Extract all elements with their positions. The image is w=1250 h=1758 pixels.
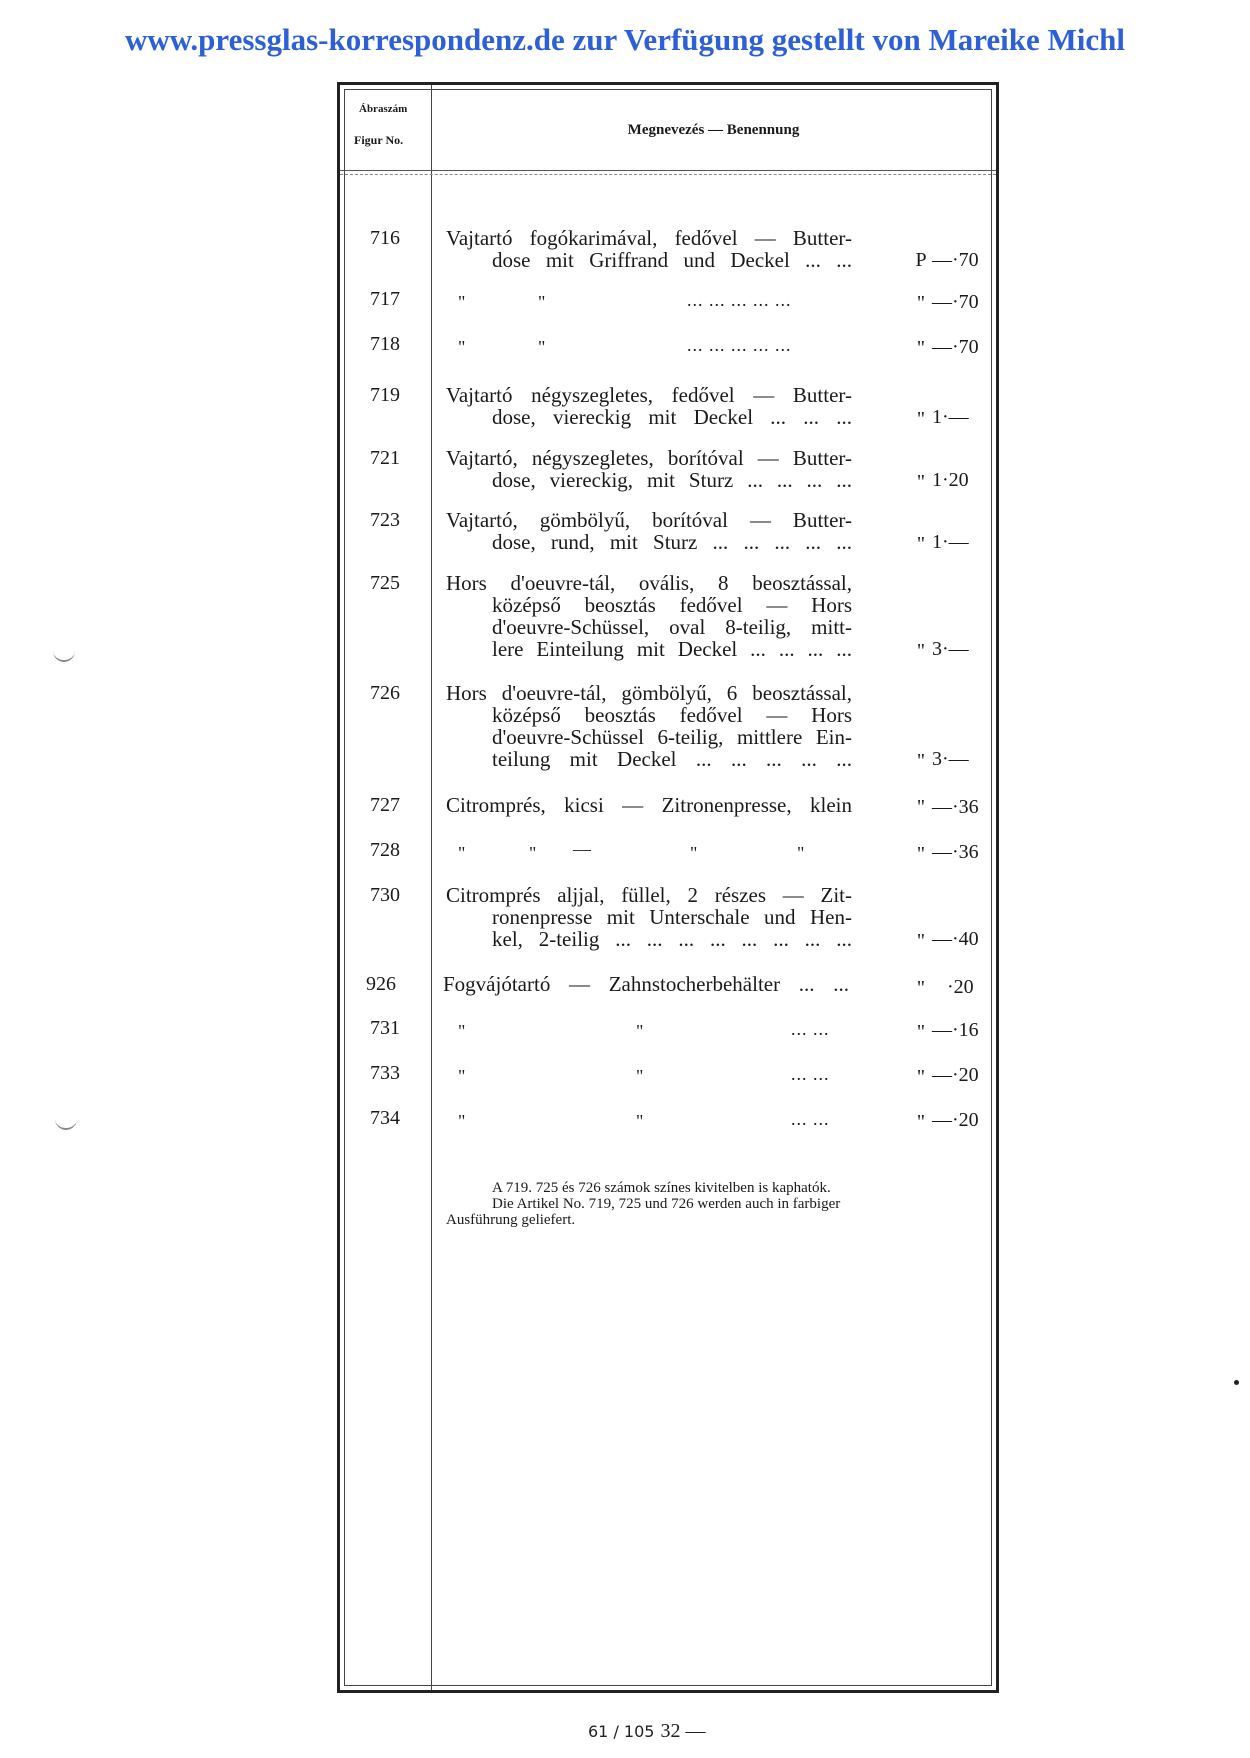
- figure-number: 725: [370, 572, 400, 594]
- price-unit: P: [915, 249, 927, 271]
- item-description: [446, 447, 852, 491]
- item-price: —·40: [932, 928, 979, 950]
- item-price: —·20: [932, 1064, 979, 1086]
- ditto-mark: ": [458, 337, 466, 357]
- scan-artifact: [53, 650, 75, 662]
- price-unit: ": [916, 1066, 926, 1088]
- item-description: [446, 384, 852, 428]
- item-description: [446, 572, 852, 660]
- header-name: Megnevezés — Benennung: [627, 122, 800, 138]
- ditto-mark: ": [636, 1111, 644, 1131]
- figure-number: 721: [370, 447, 400, 469]
- footnote-line: A 719. 725 és 726 számok színes kivitelben is kaphatók.: [492, 1180, 831, 1196]
- header-figure-de: Figur No.: [354, 133, 404, 147]
- item-price: 3·—: [932, 638, 969, 660]
- ditto-mark: ": [538, 337, 546, 357]
- description-line: Vajtartó, négyszegletes, borítóval — Butter-: [446, 446, 852, 470]
- item-description: [446, 227, 852, 271]
- leader-dots: ... ... ... ... ...: [687, 290, 792, 310]
- figure-number: 727: [370, 794, 400, 816]
- description-line: Fogvájótartó — Zahnstocherbehälter ... ...: [443, 972, 849, 996]
- leader-dots: ... ...: [791, 1109, 830, 1129]
- leader-dots: ... ...: [791, 1064, 830, 1084]
- scan-artifact: [55, 1118, 77, 1130]
- figure-number: 717: [370, 288, 400, 310]
- description-line: Hors d'oeuvre-tál, ovális, 8 beosztással,: [446, 571, 852, 595]
- ditto-mark: ": [636, 1066, 644, 1086]
- item-description: [446, 794, 852, 816]
- ditto-mark: ": [458, 1111, 466, 1131]
- description-line: Hors d'oeuvre-tál, gömbölyű, 6 beosztással,: [446, 681, 852, 705]
- description-line: kel, 2-teilig ... ... ... ... ... ... ... ...: [492, 927, 852, 951]
- price-unit: ": [916, 1021, 926, 1043]
- price-unit: ": [916, 796, 926, 818]
- item-price: 3·—: [932, 748, 969, 770]
- description-line: dose, viereckig mit Deckel ... ... ...: [492, 405, 852, 429]
- scan-artifact: [1234, 1380, 1239, 1385]
- figure-number: 734: [370, 1107, 400, 1129]
- item-description: [443, 973, 849, 995]
- item-price: —·70: [932, 249, 979, 271]
- leader-dots: ... ...: [791, 1019, 830, 1039]
- item-price: —·36: [932, 796, 979, 818]
- description-line: középső beosztás fedővel — Hors: [492, 703, 852, 727]
- price-unit: ": [916, 292, 926, 314]
- figure-number: 726: [370, 682, 400, 704]
- header-rule-dashed: [340, 174, 996, 175]
- price-unit: ": [916, 337, 926, 359]
- description-line: Citromprés aljjal, füllel, 2 részes — Zit-: [446, 883, 852, 907]
- item-price: —·36: [932, 841, 979, 863]
- ditto-mark: ": [458, 1021, 466, 1041]
- item-description: [446, 682, 852, 770]
- figure-number: 716: [370, 227, 400, 249]
- column-divider: [431, 85, 432, 1690]
- description-line: d'oeuvre-Schüssel, oval 8-teilig, mitt-: [492, 615, 852, 639]
- ditto-mark: ": [538, 292, 546, 312]
- item-price: —·70: [932, 291, 979, 313]
- price-unit: ": [916, 640, 926, 662]
- figure-number: 730: [370, 884, 400, 906]
- item-price: ·20: [947, 976, 974, 998]
- item-price: 1·20: [932, 469, 969, 491]
- description-line: lere Einteilung mit Deckel ... ... ... ...: [492, 637, 852, 661]
- ditto-mark: ": [797, 843, 805, 863]
- price-unit: ": [916, 843, 926, 865]
- description-line: ronenpresse mit Unterschale und Hen-: [492, 905, 852, 929]
- figure-number: 728: [370, 839, 400, 861]
- price-unit: ": [916, 930, 926, 952]
- item-description: [446, 509, 852, 553]
- ditto-mark: ": [458, 1066, 466, 1086]
- item-price: 1·—: [932, 406, 969, 428]
- price-unit: ": [916, 1111, 926, 1133]
- footnote-line: Ausführung geliefert.: [446, 1212, 576, 1228]
- ditto-mark: ": [529, 843, 537, 863]
- ditto-mark: ": [636, 1021, 644, 1041]
- ditto-mark: ": [690, 843, 698, 863]
- ditto-dash: —: [573, 839, 591, 859]
- price-unit: ": [916, 533, 926, 555]
- item-price: 1·—: [932, 531, 969, 553]
- leader-dots: ... ... ... ... ...: [687, 335, 792, 355]
- catalog-table: [337, 82, 999, 1693]
- page-footer: [588, 1720, 705, 1743]
- ditto-mark: ": [458, 292, 466, 312]
- description-line: dose, viereckig, mit Sturz ... ... ... ...: [492, 468, 852, 492]
- item-price: —·70: [932, 336, 979, 358]
- page-counter: 61 / 105: [588, 1722, 655, 1741]
- item-description: [446, 884, 852, 950]
- source-banner[interactable]: www.pressglas-korrespondenz.de zur Verfügung gestellt von Mareike Michl: [124, 22, 1126, 57]
- footnote: [446, 1180, 992, 1228]
- description-line: középső beosztás fedővel — Hors: [492, 593, 852, 617]
- ditto-mark: ": [458, 843, 466, 863]
- description-line: Vajtartó négyszegletes, fedővel — Butter-: [446, 383, 852, 407]
- printed-page-number: 32 —: [660, 1720, 706, 1742]
- figure-number: 731: [370, 1017, 400, 1039]
- description-line: d'oeuvre-Schüssel 6-teilig, mittlere Ein-: [492, 725, 852, 749]
- header-rule: [340, 170, 996, 171]
- description-line: Vajtartó, gömbölyű, borítóval — Butter-: [446, 508, 852, 532]
- description-line: teilung mit Deckel ... ... ... ... ...: [492, 747, 852, 771]
- figure-number: 723: [370, 509, 400, 531]
- price-unit: ": [916, 750, 926, 772]
- header-figure-hu: Ábraszám: [359, 103, 408, 115]
- price-unit: ": [916, 471, 926, 493]
- description-line: Citromprés, kicsi — Zitronenpresse, klein: [446, 793, 852, 817]
- description-line: dose, rund, mit Sturz ... ... ... ... ...: [492, 530, 852, 554]
- price-unit: ": [916, 977, 926, 999]
- figure-number: 719: [370, 384, 400, 406]
- item-price: —·20: [932, 1109, 979, 1131]
- description-line: Vajtartó fogókarimával, fedővel — Butter-: [446, 226, 852, 250]
- price-unit: ": [916, 408, 926, 430]
- figure-number: 926: [366, 973, 396, 995]
- figure-number: 718: [370, 333, 400, 355]
- figure-number: 733: [370, 1062, 400, 1084]
- footnote-line: Die Artikel No. 719, 725 und 726 werden auch in farbiger: [492, 1196, 841, 1212]
- item-price: —·16: [932, 1019, 979, 1041]
- description-line: dose mit Griffrand und Deckel ... ...: [492, 248, 852, 272]
